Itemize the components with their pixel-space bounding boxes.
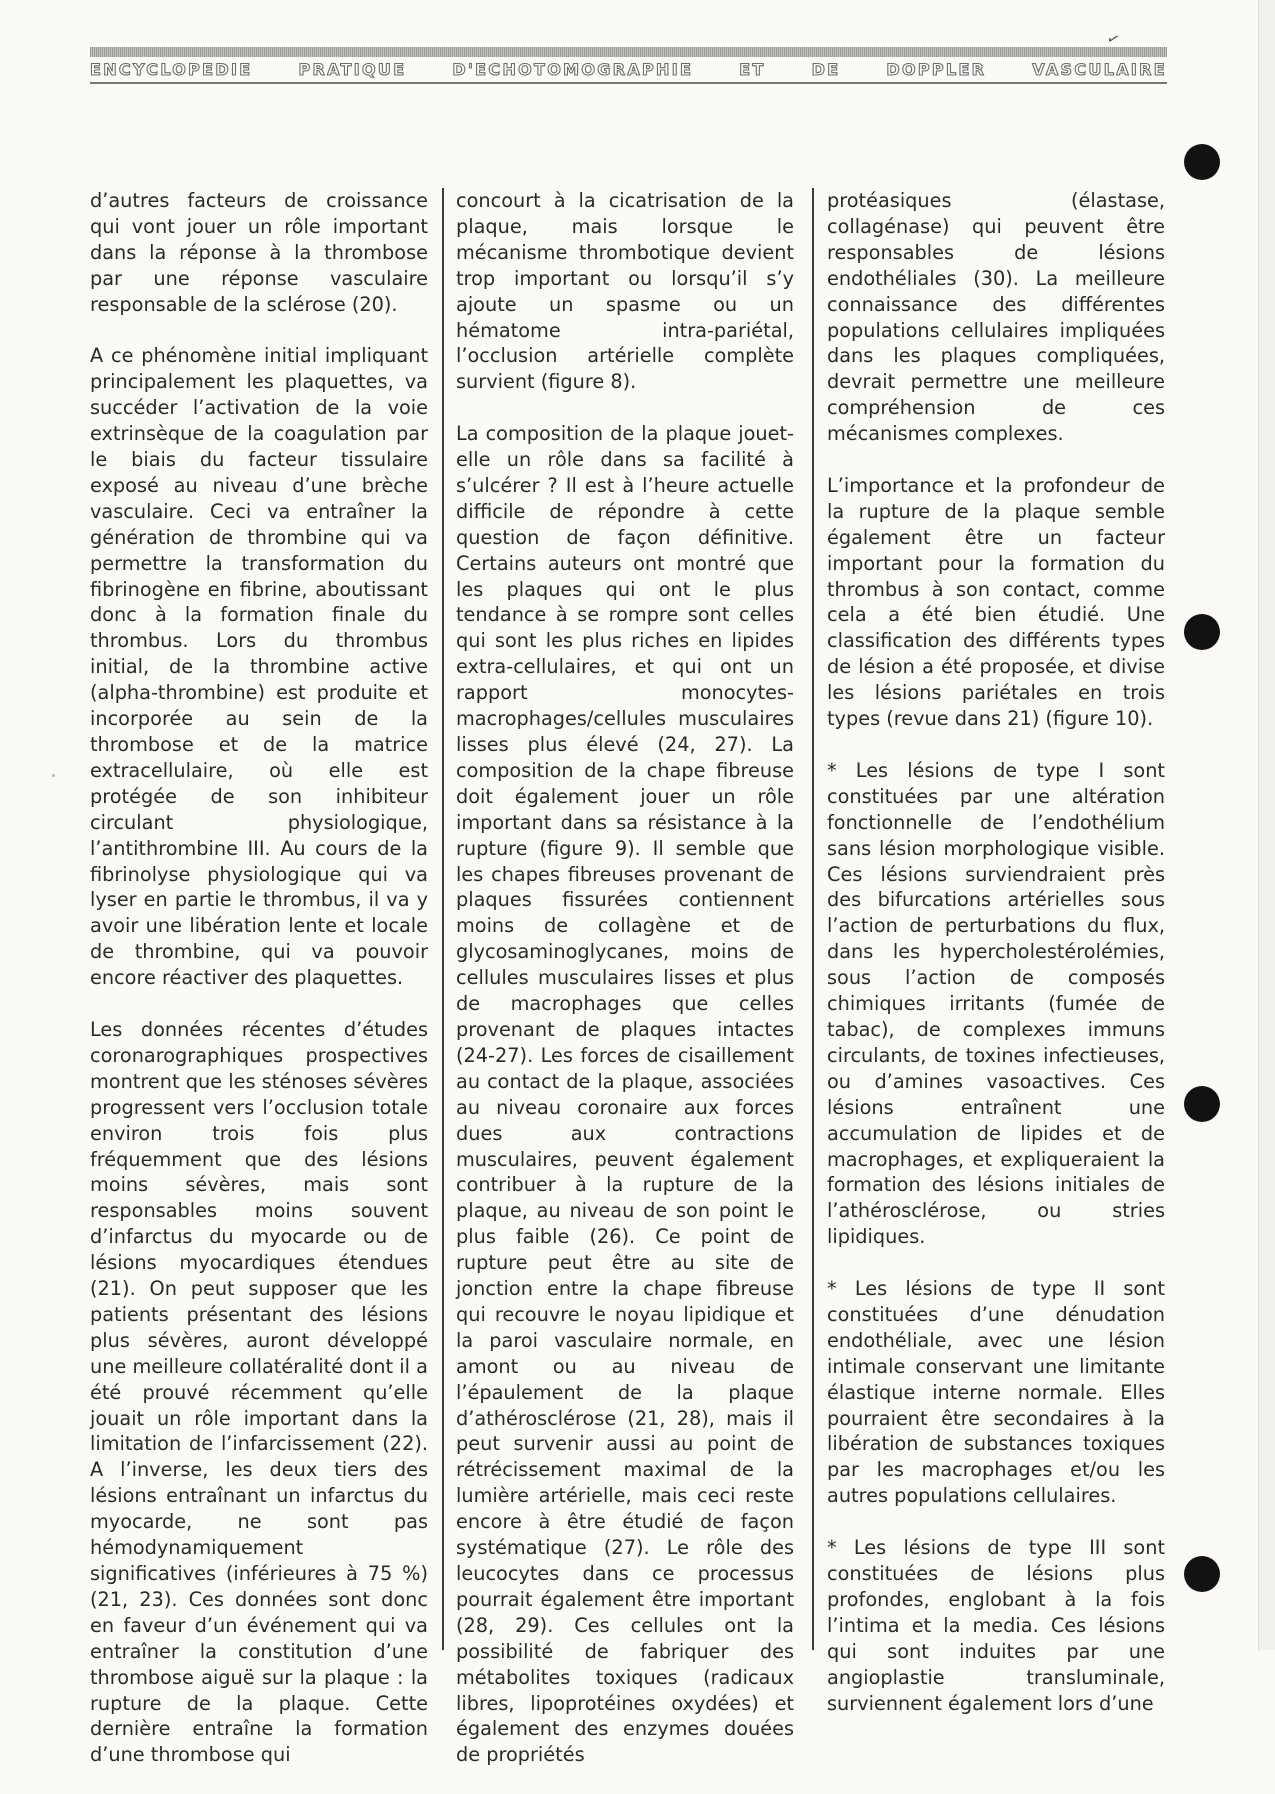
column-divider <box>442 188 444 1650</box>
header-band <box>90 47 1167 57</box>
pencil-mark: ✓ <box>1104 28 1123 50</box>
text-column-1 <box>90 188 428 1794</box>
column-divider <box>812 188 814 1650</box>
paper-speck <box>52 774 55 777</box>
binder-hole-icon <box>1184 144 1220 180</box>
running-header: ENCYCLOPEDIE PRATIQUE D'ECHOTOMOGRAPHIE ET DE DOPPLER VASCULAIRE <box>90 60 1167 79</box>
paragraph: L’importance et la profondeur de la rupture de la plaque semble également être un facteur important pour la formation du thrombus à son contact, comme cela a été bien étudié. Une classification des différents types de lésion a été proposée, et divise les lésions pariétales en trois types (revue dans 21) (figure 10). <box>827 473 1165 731</box>
text-column-3 <box>827 188 1165 1742</box>
text-column-2 <box>456 188 794 1794</box>
binder-hole-icon <box>1184 1556 1220 1592</box>
paragraph: protéasiques (élastase, collagénase) qui peuvent être responsables de lésions endothéliales (30). La meilleure connaissance des différentes populations cellulaires impliquées dans les plaques compliquées, devrait permettre une meilleure compréhension de ces mécanismes complexes. <box>827 189 1165 446</box>
paragraph: A ce phénomène initial impliquant principalement les plaquettes, va succéder l’activation de la voie extrinsèque de la coagulation par le biais du facteur tissulaire exposé au niveau d’une brèche vasculaire. Ceci va entraîner la génération de thrombine qui va permettre la transformation du fibrinogène en fibrine, aboutissant donc à la formation finale du thrombus. Lors du thrombus initial, de la thrombine active (alpha-thrombine) est produite et incorporée au sein de la thrombose et de la matrice extracellulaire, où elle est protégée de son inhibiteur circulant physiologique, l’antithrombine III. Au cours de la fibrinolyse physiologique qui va lyser en partie le thrombus, il va y avoir une libération lente et locale de thrombine, qui va pouvoir encore réactiver des plaquettes. <box>90 344 428 990</box>
paragraph: * Les lésions de type II sont constituées d’une dénudation endothéliale, avec une lésion intimale conservant une limitante élastique interne normale. Elles pourraient être secondaires à la libération de substances toxiques par les macrophages et/ou les autres populations cellulaires. <box>827 1277 1165 1508</box>
paragraph: concourt à la cicatrisation de la plaque, mais lorsque le mécanisme thrombotique devient trop important ou lorsqu’il s’y ajoute un spasme ou un hématome intra-pariétal, l’occlusion artérielle complète survient (figure 8). <box>456 189 794 394</box>
binder-hole-icon <box>1184 1086 1220 1122</box>
paragraph: La composition de la plaque jouet-elle un rôle dans sa facilité à s’ulcérer ? Il est à l’heure actuelle difficile de répondre à cette question de façon définitive. Certains auteurs ont montré que les plaques qui ont le plus tendance à se rompre sont celles qui sont les plus riches en lipides extra-cellulaires, et qui ont un rapport monocytes-macrophages/cellules musculaires lisses plus élevé (24, 27). La composition de la chape fibreuse doit également jouer un rôle important dans sa résistance à la rupture (figure 9). Il semble que les chapes fibreuses provenant de plaques fissurées contiennent moins de collagène et de glycosaminoglycanes, moins de cellules musculaires lisses et plus de macrophages que celles provenant de plaques intactes (24-27). Les forces de cisaillement au contact de la plaque, associées au niveau coronaire aux forces dues aux contractions musculaires, peuvent également contribuer à la rupture de la plaque, au niveau de son point le plus faible (26). Ce point de rupture peut être au site de jonction entre la chape fibreuse qui recouvre le noyau lipidique et la paroi vasculaire normale, en amont ou au niveau de l’épaulement de la plaque d’athérosclérose (21, 28), mais il peut survenir aussi au point de rétrécissement maximal de la lumière artérielle, mais ceci reste encore à être étudié de façon systématique (27). Le rôle des leucocytes dans ce processus pourrait également être important (28, 29). Ces cellules ont la possibilité de fabriquer des métabolites toxiques (radicaux libres, lipoprotéines oxydées) et également des enzymes douées de propriétés <box>456 422 794 1767</box>
paragraph: * Les lésions de type III sont constituées de lésions plus profondes, englobant à la fois l’intima et la media. Ces lésions qui sont induites par une angioplastie transluminale, surviennent également lors d’une <box>827 1536 1165 1715</box>
page-edge <box>1258 0 1275 1650</box>
header-rule <box>90 82 1167 84</box>
binder-hole-icon <box>1184 614 1220 650</box>
paragraph: * Les lésions de type I sont constituées par une altération fonctionnelle de l’endothélium sans lésion morphologique visible. Ces lésions surviendraient près des bifurcations artérielles sous l’action de perturbations du flux, dans les hypercholestérolémies, sous l’action de composés chimiques irritants (fumée de tabac), de complexes immuns circulants, de toxines infectieuses, ou d’amines vasoactives. Ces lésions entraînent une accumulation de lipides et de macrophages, et expliqueraient la formation des lésions initiales de l’athérosclérose, ou stries lipidiques. <box>827 758 1165 1249</box>
paragraph: Les données récentes d’études coronarographiques prospectives montrent que les sténoses sévères progressent vers l’occlusion totale environ trois fois plus fréquemment que des lésions moins sévères, mais sont responsables moins souvent d’infarctus du myocarde ou de lésions myocardiques étendues (21). On peut supposer que les patients présentant des lésions plus sévères, auront développé une meilleure collatéralité dont il a été prouvé récemment qu’elle jouait un rôle important dans la limitation de l’infarcissement (22). A l’inverse, les deux tiers des lésions entraînant un infarctus du myocarde, ne sont pas hémodynamiquement significatives (inférieures à 75 %) (21, 23). Ces données sont donc en faveur d’un événement qui va entraîner la constitution d’une thrombose aiguë sur la plaque : la rupture de la plaque. Cette dernière entraîne la formation d’une thrombose qui <box>90 1017 428 1767</box>
paragraph: d’autres facteurs de croissance qui vont jouer un rôle important dans la réponse à la thrombose par une réponse vasculaire responsable de la sclérose (20). <box>90 189 428 316</box>
